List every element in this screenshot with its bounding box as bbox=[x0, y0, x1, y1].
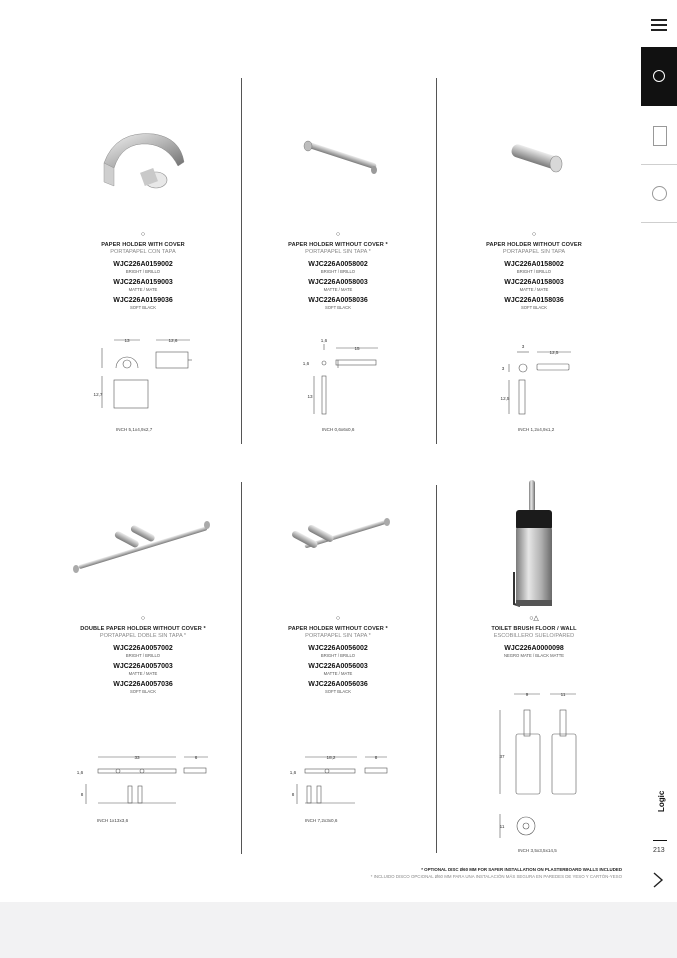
dimension-label: 8 bbox=[374, 755, 378, 760]
dimension-label: 3 bbox=[501, 366, 505, 371]
product-image-toilet-brush bbox=[510, 480, 556, 608]
product-name-en: PAPER HOLDER WITHOUT COVER bbox=[486, 242, 582, 248]
product-name-en: PAPER HOLDER WITH COVER bbox=[101, 242, 185, 248]
product-code: WJC226A0159003 bbox=[113, 279, 173, 286]
product-name-es: PORTAPAPEL CON TAPA bbox=[110, 249, 176, 255]
product-code: WJC226A0159002 bbox=[113, 261, 173, 268]
product-name-es: PORTAPAPEL DOBLE SIN TAPA * bbox=[99, 633, 187, 639]
product-code: WJC226A0158036 bbox=[504, 297, 564, 304]
dimension-label: 12,6 bbox=[168, 338, 178, 343]
column-divider bbox=[436, 485, 437, 853]
product-name-en: DOUBLE PAPER HOLDER WITHOUT COVER * bbox=[80, 626, 206, 632]
inch-dimensions: INCH 1,2x4,9x1,2 bbox=[518, 427, 555, 432]
dimension-drawing-6 bbox=[494, 688, 582, 840]
dimension-label: 12,5 bbox=[549, 350, 559, 355]
product-finish: SOFT BLACK bbox=[521, 305, 547, 310]
inch-dimensions: INCH 5,1x4,9x2,7 bbox=[116, 427, 153, 432]
product-code: WJC226A0058002 bbox=[308, 261, 368, 268]
finish-mark: ○ bbox=[335, 231, 341, 238]
product-finish: MATTE / MATE bbox=[128, 287, 158, 292]
sidebar-item-mirror[interactable] bbox=[641, 166, 677, 223]
product-image-holder-without-cover bbox=[302, 140, 378, 176]
sidebar-item-accessories[interactable] bbox=[641, 47, 677, 106]
dimension-label: 3 bbox=[521, 344, 525, 349]
product-finish: BRIGHT / BRILLO bbox=[320, 269, 356, 274]
dimension-drawing-2 bbox=[296, 336, 386, 416]
product-finish: SOFT BLACK bbox=[325, 689, 351, 694]
dimension-drawing-1 bbox=[92, 334, 200, 414]
product-finish: SOFT BLACK bbox=[130, 689, 156, 694]
holder-icon bbox=[653, 126, 667, 146]
chevron-right-icon[interactable] bbox=[650, 870, 666, 890]
product-code: WJC226A0056003 bbox=[308, 663, 368, 670]
product-image-double-holder bbox=[72, 516, 212, 576]
product-card-6 bbox=[436, 614, 632, 658]
finish-mark: ○ bbox=[335, 615, 341, 622]
inch-dimensions: INCH 1x13x3,6 bbox=[97, 818, 129, 823]
product-finish: MATTE / MATE bbox=[128, 671, 158, 676]
product-card-3 bbox=[436, 230, 632, 310]
brand-divider bbox=[653, 840, 667, 841]
dimension-label: 33 bbox=[134, 755, 140, 760]
product-image-holder-with-cover bbox=[96, 128, 190, 194]
mirror-icon bbox=[652, 186, 667, 201]
product-finish: SOFT BLACK bbox=[325, 305, 351, 310]
dimension-drawing-4 bbox=[74, 750, 214, 810]
dimension-label: 1,6 bbox=[302, 361, 310, 366]
page-number: 213 bbox=[653, 847, 665, 854]
brand-label: Logic bbox=[657, 790, 666, 812]
sidebar-item-holder[interactable] bbox=[641, 108, 677, 165]
bottom-band bbox=[0, 902, 677, 958]
product-finish: BRIGHT / BRILLO bbox=[125, 653, 161, 658]
inch-dimensions: INCH 3,5x3,5x14,5 bbox=[518, 848, 557, 853]
product-name-es: PORTAPAPEL SIN TAPA * bbox=[305, 249, 371, 255]
product-code: WJC226A0000098 bbox=[504, 645, 564, 652]
product-finish: BRIGHT / BRILLO bbox=[125, 269, 161, 274]
dimension-drawing-5 bbox=[287, 750, 393, 810]
product-code: WJC226A0057036 bbox=[113, 681, 173, 688]
finish-mark: ○△ bbox=[529, 615, 539, 622]
dimension-label: 1,6 bbox=[320, 338, 328, 343]
product-code: WJC226A0159036 bbox=[113, 297, 173, 304]
product-code: WJC226A0058036 bbox=[308, 297, 368, 304]
product-code: WJC226A0057003 bbox=[113, 663, 173, 670]
product-finish: BRIGHT / BRILLO bbox=[320, 653, 356, 658]
product-card-4 bbox=[45, 614, 241, 694]
footnote-es: * INCLUIDO DISCO OPCIONAL Ø60 MM PARA UNA INSTALACIÓN MÁS SEGURA EN PAREDES DE YESO Y CARTÓN-YESO bbox=[370, 874, 622, 879]
dimension-drawing-3 bbox=[497, 340, 577, 416]
footnote-en: * OPTIONAL DISC Ø60 MM FOR SAFER INSTALLATION ON PLASTERBOARD WALLS INCLUDED bbox=[421, 867, 622, 872]
right-sidebar bbox=[641, 0, 677, 902]
product-code: WJC226A0058003 bbox=[308, 279, 368, 286]
product-finish: NEGRO MATE / BLACK MATTE bbox=[503, 653, 565, 658]
finish-mark: ○ bbox=[140, 231, 146, 238]
finish-mark: ○ bbox=[140, 615, 146, 622]
footnote bbox=[310, 866, 622, 880]
product-name-en: TOILET BRUSH FLOOR / WALL bbox=[491, 626, 577, 632]
product-code: WJC226A0057002 bbox=[113, 645, 173, 652]
product-name-en: PAPER HOLDER WITHOUT COVER * bbox=[288, 242, 388, 248]
dimension-label: 1,6 bbox=[289, 770, 297, 775]
dimension-label: 6 bbox=[194, 755, 198, 760]
product-image-holder-without-cover-short bbox=[505, 140, 565, 176]
product-finish: MATTE / MATE bbox=[519, 287, 549, 292]
dimension-label: 12,5 bbox=[500, 396, 510, 401]
product-finish: MATTE / MATE bbox=[323, 287, 353, 292]
dimension-label: 11 bbox=[499, 824, 505, 829]
product-card-5 bbox=[240, 614, 436, 694]
product-name-es: PORTAPAPEL SIN TAPA * bbox=[305, 633, 371, 639]
dimension-label: 37 bbox=[499, 754, 505, 759]
dimension-label: 8 bbox=[291, 792, 295, 797]
dimension-label: 1,6 bbox=[76, 770, 84, 775]
product-card-2 bbox=[240, 230, 436, 310]
product-code: WJC226A0158002 bbox=[504, 261, 564, 268]
dimension-label: 15 bbox=[354, 346, 360, 351]
hamburger-menu-icon[interactable] bbox=[651, 16, 669, 34]
product-code: WJC226A0056036 bbox=[308, 681, 368, 688]
finish-mark: ○ bbox=[531, 231, 537, 238]
product-name-es: ESCOBILLERO SUELO/PARED bbox=[493, 633, 575, 639]
product-card-1 bbox=[45, 230, 241, 310]
ring-icon bbox=[653, 70, 665, 82]
product-finish: MATTE / MATE bbox=[323, 671, 353, 676]
dimension-label: 11 bbox=[560, 692, 566, 697]
inch-dimensions: INCH 7,2x3x0,6 bbox=[305, 818, 338, 823]
dimension-label: 8 bbox=[80, 792, 84, 797]
product-code: WJC226A0056002 bbox=[308, 645, 368, 652]
dimension-label: 13 bbox=[124, 338, 130, 343]
dimension-label: 13 bbox=[307, 394, 313, 399]
product-name-en: PAPER HOLDER WITHOUT COVER * bbox=[288, 626, 388, 632]
dimension-label: 12,7 bbox=[93, 392, 103, 397]
product-name-es: PORTAPAPEL SIN TAPA bbox=[502, 249, 566, 255]
product-finish: SOFT BLACK bbox=[130, 305, 156, 310]
product-image-holder-without-cover-long bbox=[287, 516, 391, 554]
inch-dimensions: INCH 0,6x6x0,6 bbox=[322, 427, 355, 432]
dimension-label: 18,2 bbox=[326, 755, 336, 760]
product-finish: BRIGHT / BRILLO bbox=[516, 269, 552, 274]
dimension-label: 9 bbox=[525, 692, 529, 697]
product-code: WJC226A0158003 bbox=[504, 279, 564, 286]
